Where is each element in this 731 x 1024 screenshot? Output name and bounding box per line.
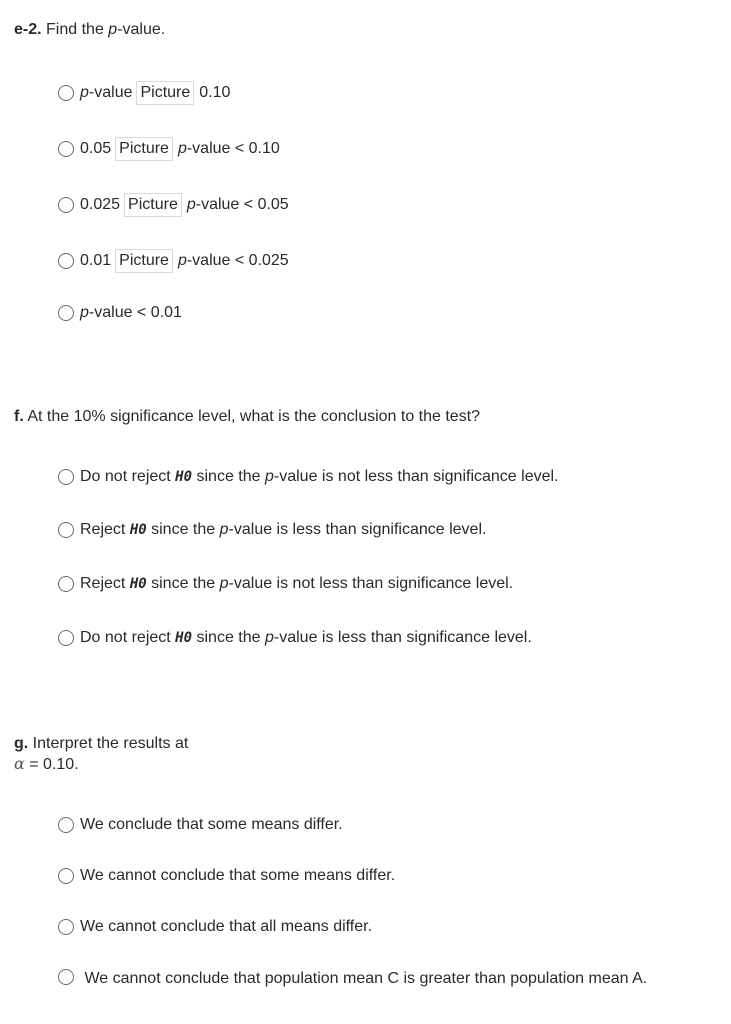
- radio-button[interactable]: [58, 817, 74, 833]
- picture-placeholder: Picture: [124, 193, 182, 217]
- h0-symbol: H0: [175, 630, 193, 646]
- f-option-3[interactable]: Reject H0 since the p -value is not less than significance level.: [58, 574, 513, 594]
- g-option-1[interactable]: We conclude that some means differ.: [58, 815, 343, 835]
- picture-placeholder: Picture: [115, 137, 173, 161]
- radio-button[interactable]: [58, 969, 74, 985]
- question-label: e-2.: [14, 21, 42, 38]
- g-option-2[interactable]: We cannot conclude that some means differ.: [58, 866, 395, 886]
- radio-button[interactable]: [58, 141, 74, 157]
- question-g-prompt: g. Interpret the results at α = 0.10.: [14, 735, 189, 773]
- radio-button[interactable]: [58, 576, 74, 592]
- question-label: g.: [14, 735, 29, 752]
- h0-symbol: H0: [175, 469, 193, 485]
- g-option-4[interactable]: We cannot conclude that population mean C is greater than population mean A.: [58, 968, 698, 990]
- f-option-1[interactable]: Do not reject H0 since the p -value is not less than significance level.: [58, 467, 558, 487]
- radio-button[interactable]: [58, 469, 74, 485]
- f-option-2[interactable]: Reject H0 since the p -value is less than significance level.: [58, 520, 486, 540]
- radio-button[interactable]: [58, 919, 74, 935]
- picture-placeholder: Picture: [115, 249, 173, 273]
- e2-option-1[interactable]: p -value Picture 0.10: [58, 81, 230, 105]
- question-e2-prompt: e-2. Find the p-value.: [14, 21, 166, 38]
- picture-placeholder: Picture: [136, 81, 194, 105]
- h0-symbol: H0: [129, 522, 147, 538]
- radio-button[interactable]: [58, 630, 74, 646]
- g-option-3[interactable]: We cannot conclude that all means differ.: [58, 917, 372, 937]
- question-f-prompt: f. At the 10% significance level, what is the conclusion to the test?: [14, 408, 481, 425]
- radio-button[interactable]: [58, 197, 74, 213]
- e2-option-2[interactable]: 0.05 Picture p -value < 0.10: [58, 137, 280, 161]
- question-label: f.: [14, 408, 24, 425]
- radio-button[interactable]: [58, 85, 74, 101]
- alpha-symbol: α: [14, 754, 25, 773]
- e2-option-4[interactable]: 0.01 Picture p -value < 0.025: [58, 249, 289, 273]
- e2-option-3[interactable]: 0.025 Picture p -value < 0.05: [58, 193, 289, 217]
- h0-symbol: H0: [129, 576, 147, 592]
- radio-button[interactable]: [58, 868, 74, 884]
- e2-option-5[interactable]: p -value < 0.01: [58, 303, 182, 323]
- radio-button[interactable]: [58, 522, 74, 538]
- f-option-4[interactable]: Do not reject H0 since the p -value is less than significance level.: [58, 628, 532, 648]
- radio-button[interactable]: [58, 305, 74, 321]
- radio-button[interactable]: [58, 253, 74, 269]
